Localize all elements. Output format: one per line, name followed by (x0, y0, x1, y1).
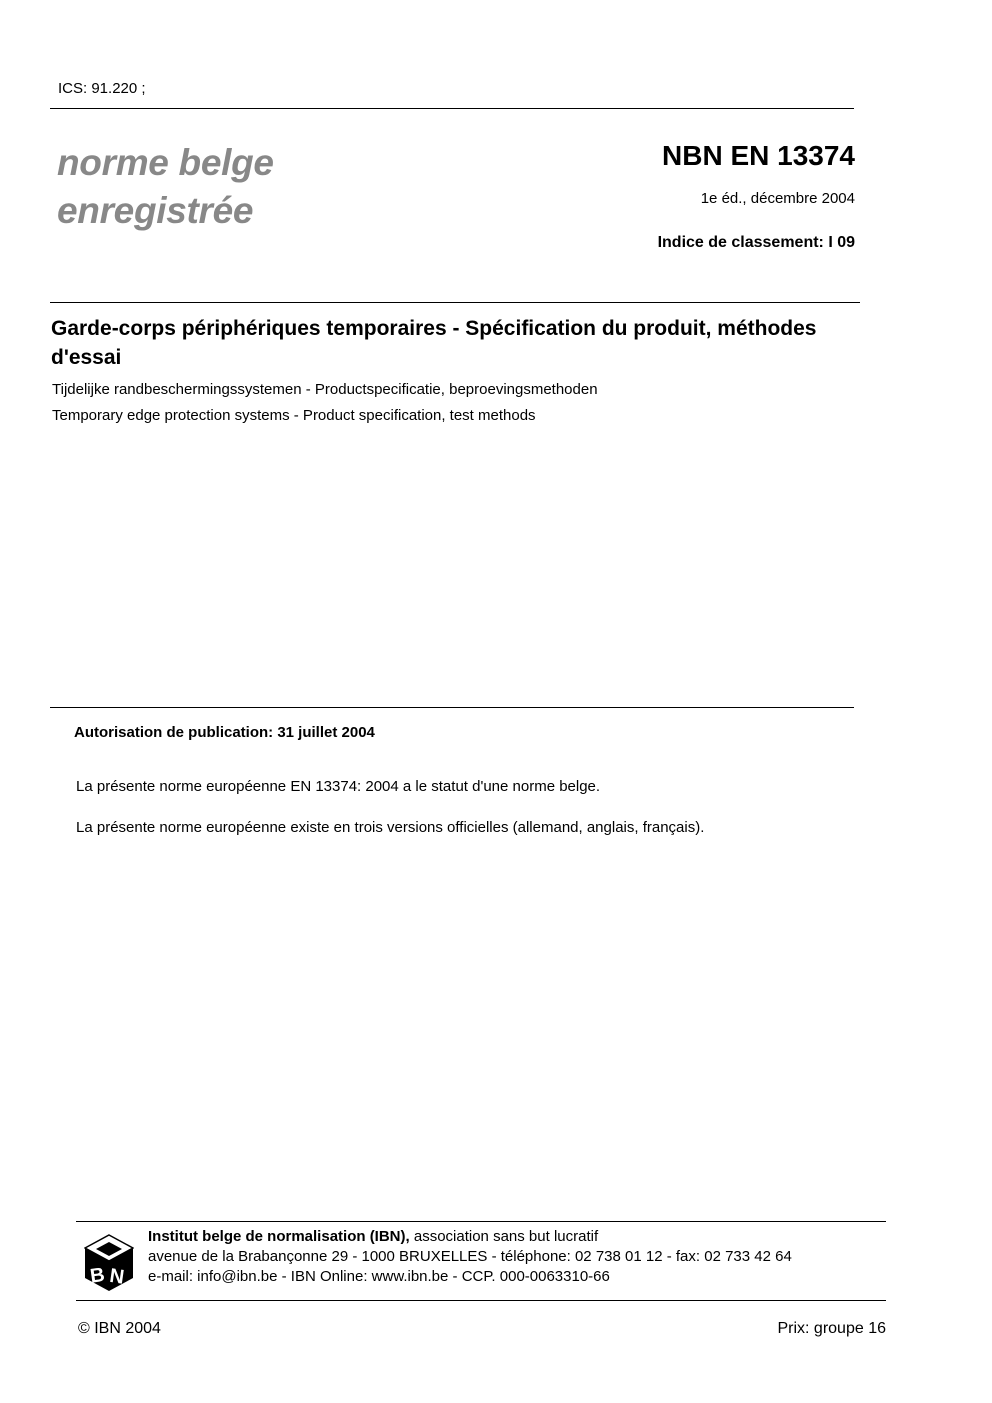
divider-title (50, 302, 860, 303)
ibn-logo (84, 1234, 134, 1292)
copyright: © IBN 2004 (78, 1320, 161, 1337)
edition-date: 1e éd., décembre 2004 (700, 190, 855, 207)
title-english: Temporary edge protection systems - Product specification, test methods (52, 407, 536, 424)
title-french: Garde-corps périphériques temporaires - Spécification du produit, méthodes d'essai (51, 317, 817, 369)
price-group: Prix: groupe 16 (777, 1320, 886, 1337)
ics-code: ICS: 91.220 ; (58, 80, 146, 97)
divider-footer-bottom (76, 1300, 886, 1301)
classification-index: Indice de classement: I 09 (657, 234, 855, 251)
institute-address: avenue de la Brabançonne 29 - 1000 BRUXELLES - téléphone: 02 738 01 12 - fax: 02 733 42 64 (148, 1248, 792, 1265)
institute-description: association sans but lucratif (409, 1228, 599, 1245)
brand-line-2: enregistrée (57, 190, 254, 231)
divider-top (50, 108, 854, 109)
divider-footer-top (76, 1221, 886, 1222)
svg-text:N: N (108, 1264, 126, 1289)
brand-line-1: norme belge (57, 142, 274, 183)
institute-line (148, 1228, 598, 1245)
title-dutch: Tijdelijke randbeschermingssystemen - Productspecificatie, beproevingsmethoden (52, 381, 598, 398)
institute-name: Institut belge de normalisation (IBN), (148, 1228, 410, 1245)
svg-text:B: B (88, 1263, 107, 1288)
institute-contact: e-mail: info@ibn.be - IBN Online: www.ibn.be - CCP. 000-0063310-66 (148, 1268, 610, 1285)
norm-number: NBN EN 13374 (662, 140, 855, 171)
divider-body (50, 707, 854, 708)
status-paragraph: La présente norme européenne EN 13374: 2004 a le statut d'une norme belge. (76, 778, 601, 795)
publication-authorization: Autorisation de publication: 31 juillet 2004 (74, 724, 375, 741)
versions-paragraph: La présente norme européenne existe en trois versions officielles (allemand, anglais, français). (76, 819, 705, 836)
